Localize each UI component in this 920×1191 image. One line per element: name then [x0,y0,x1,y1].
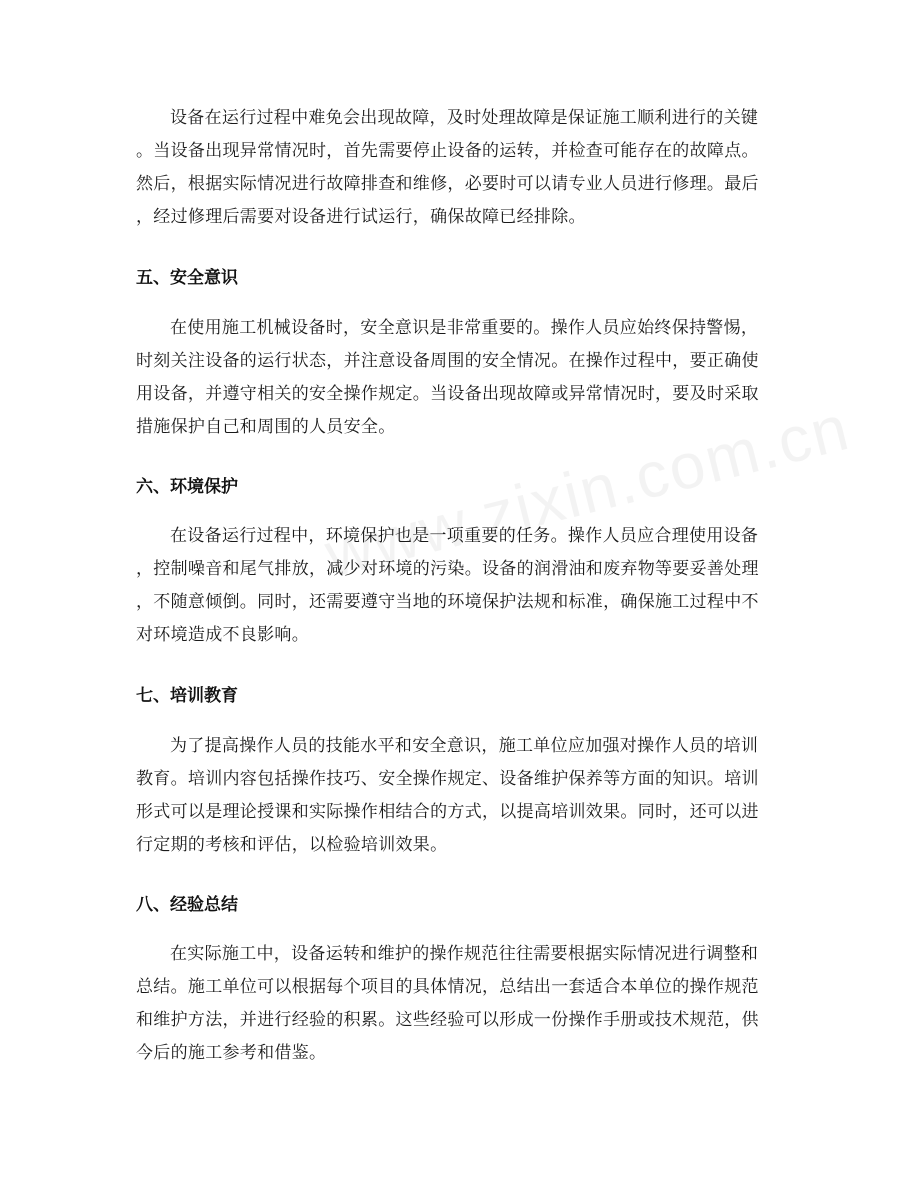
paragraph-line: 设备在运行过程中难免会出现故障，及时处理故障是保证施工顺利进行的关键 [170,108,759,128]
paragraph-line: ，不随意倾倒。同时，还需要遵守当地的环境保护法规和标准，确保施工过程中不 [136,592,759,612]
paragraph-line: 在实际施工中，设备运转和维护的操作规范往往需要根据实际情况进行调整和 [170,944,759,964]
section-heading-environment: 六、环境保护 [136,477,238,497]
paragraph-line: 今后的施工参考和借鉴。 [136,1043,327,1063]
paragraph-line: 在设备运行过程中，环境保护也是一项重要的任务。操作人员应合理使用设备 [170,526,759,546]
paragraph-fault-handling [136,102,786,234]
paragraph-line: 总结。施工单位可以根据每个项目的具体情况，总结出一套适合本单位的操作规范 [136,977,759,997]
paragraph-safety [136,312,786,444]
paragraph-line: ，经过修理后需要对设备进行试运行，确保故障已经排除。 [136,207,586,227]
paragraph-line: 用设备，并遵守相关的安全操作规定。当设备出现故障或异常情况时，要及时采取 [136,384,759,404]
paragraph-line: 然后，根据实际情况进行故障排查和维修，必要时可以请专业人员进行修理。最后 [136,174,759,194]
paragraph-line: 和维护方法，并进行经验的积累。这些经验可以形成一份操作手册或技术规范，供 [136,1010,759,1030]
paragraph-environment [136,520,786,652]
paragraph-line: 为了提高操作人员的技能水平和安全意识，施工单位应加强对操作人员的培训 [170,736,759,756]
paragraph-line: 。当设备出现异常情况时，首先需要停止设备的运转，并检查可能存在的故障点。 [136,141,759,161]
paragraph-line: 教育。培训内容包括操作技巧、安全操作规定、设备维护保养等方面的知识。培训 [136,769,759,789]
paragraph-line: 措施保护自己和周围的人员安全。 [136,417,396,437]
paragraph-line: ，控制噪音和尾气排放，减少对环境的污染。设备的润滑油和废弃物等要妥善处理 [136,559,759,579]
section-heading-training: 七、培训教育 [136,686,238,706]
section-heading-summary: 八、经验总结 [136,895,238,915]
paragraph-training [136,730,786,862]
paragraph-line: 在使用施工机械设备时，安全意识是非常重要的。操作人员应始终保持警惕， [170,318,759,338]
paragraph-line: 行定期的考核和评估，以检验培训效果。 [136,835,448,855]
paragraph-summary [136,938,786,1070]
paragraph-line: 形式可以是理论授课和实际操作相结合的方式，以提高培训效果。同时，还可以进 [136,802,759,822]
paragraph-line: 时刻关注设备的运行状态，并注意设备周围的安全情况。在操作过程中，要正确使 [136,351,759,371]
paragraph-line: 对环境造成不良影响。 [136,625,309,645]
section-heading-safety: 五、安全意识 [136,268,238,288]
